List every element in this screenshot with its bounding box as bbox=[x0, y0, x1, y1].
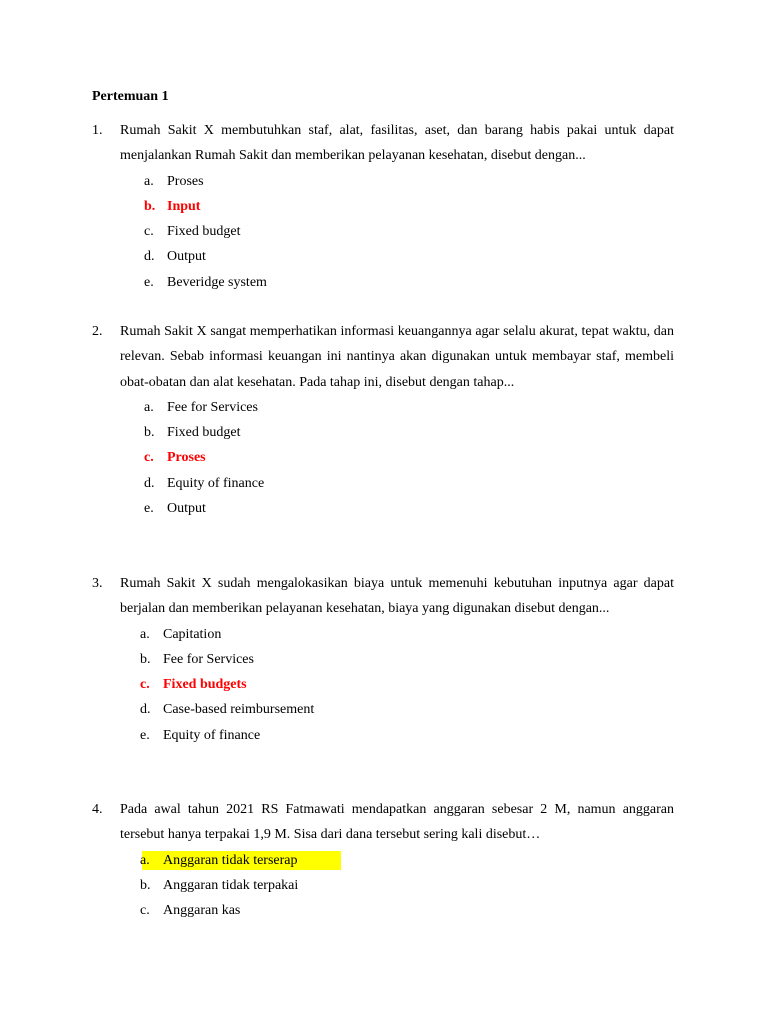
question-2 bbox=[92, 319, 674, 521]
option-letter: a. bbox=[140, 626, 150, 642]
option-text: Anggaran kas bbox=[163, 903, 241, 919]
option-a bbox=[92, 622, 674, 647]
option-letter: d. bbox=[144, 475, 155, 491]
option-text: Beveridge system bbox=[167, 274, 267, 290]
option-a-highlighted bbox=[92, 848, 674, 873]
option-text: Proses bbox=[167, 450, 206, 466]
option-letter: a. bbox=[140, 852, 150, 868]
option-c bbox=[92, 898, 674, 923]
option-letter: c. bbox=[140, 677, 150, 693]
option-letter: d. bbox=[140, 702, 151, 718]
option-letter: a. bbox=[144, 399, 154, 415]
option-c bbox=[92, 219, 674, 244]
option-letter: b. bbox=[140, 877, 151, 893]
option-text: Fixed budget bbox=[167, 425, 241, 441]
options-list bbox=[92, 848, 674, 924]
option-c-correct-answer bbox=[92, 672, 674, 697]
option-text: Fee for Services bbox=[167, 399, 258, 415]
option-text: Output bbox=[167, 249, 206, 265]
question-text: Rumah Sakit X sudah mengalokasikan biaya untuk memenuhi kebutuhan inputnya agar dapat berjalan dan memberikan pelayanan kesehatan, biaya yang digunakan disebut dengan... bbox=[120, 576, 674, 617]
option-text: Proses bbox=[167, 173, 204, 189]
option-d bbox=[92, 697, 674, 722]
option-letter: b. bbox=[140, 651, 151, 667]
option-text: Equity of finance bbox=[163, 727, 261, 743]
option-text: Fixed budget bbox=[167, 224, 241, 240]
option-text: Output bbox=[167, 501, 206, 517]
option-b bbox=[92, 647, 674, 672]
option-text: Fixed budgets bbox=[163, 677, 247, 693]
option-b bbox=[92, 420, 674, 445]
option-letter: e. bbox=[140, 727, 150, 743]
question-3 bbox=[92, 571, 674, 748]
question-number: 2. bbox=[92, 324, 103, 339]
option-letter: e. bbox=[144, 274, 154, 290]
question-number: 3. bbox=[92, 576, 103, 591]
option-a bbox=[92, 169, 674, 194]
question-1 bbox=[92, 118, 674, 295]
option-letter: b. bbox=[144, 425, 155, 441]
option-text: Input bbox=[167, 198, 201, 214]
question-number: 4. bbox=[92, 802, 103, 817]
option-a bbox=[92, 395, 674, 420]
option-text: Anggaran tidak terserap bbox=[163, 852, 298, 868]
option-text: Anggaran tidak terpakai bbox=[163, 877, 299, 893]
question-4 bbox=[92, 797, 674, 923]
option-b-correct-answer bbox=[92, 194, 674, 219]
option-text: Fee for Services bbox=[163, 651, 254, 667]
option-e bbox=[92, 270, 674, 295]
options-list bbox=[92, 169, 674, 295]
option-d bbox=[92, 471, 674, 496]
option-letter: c. bbox=[144, 224, 154, 240]
question-text: Rumah Sakit X membutuhkan staf, alat, fasilitas, aset, dan barang habis pakai untuk dapat menjalankan Rumah Sakit dan memberikan pelayanan kesehatan, disebut dengan... bbox=[120, 123, 674, 164]
option-e bbox=[92, 723, 674, 748]
question-text: Pada awal tahun 2021 RS Fatmawati mendapatkan anggaran sebesar 2 M, namun anggaran tersebut hanya terpakai 1,9 M. Sisa dari dana tersebut sering kali disebut… bbox=[120, 802, 674, 843]
option-text: Equity of finance bbox=[167, 475, 265, 491]
option-letter: d. bbox=[144, 249, 155, 265]
option-letter: a. bbox=[144, 173, 154, 189]
option-text: Capitation bbox=[163, 626, 222, 642]
question-text: Rumah Sakit X sangat memperhatikan informasi keuangannya agar selalu akurat, tepat waktu, dan relevan. Sebab informasi keuangan ini nantinya akan digunakan untuk membayar staf, membeli obat-obatan dan alat kesehatan. Pada tahap ini, disebut dengan tahap... bbox=[120, 324, 674, 390]
options-list bbox=[92, 395, 674, 521]
option-e bbox=[92, 496, 674, 521]
option-letter: c. bbox=[140, 903, 150, 919]
option-letter: c. bbox=[144, 450, 154, 466]
option-letter: b. bbox=[144, 198, 156, 214]
question-number: 1. bbox=[92, 123, 103, 138]
page-title: Pertemuan 1 bbox=[92, 89, 169, 104]
option-b bbox=[92, 873, 674, 898]
option-letter: e. bbox=[144, 501, 154, 517]
option-d bbox=[92, 244, 674, 269]
options-list bbox=[92, 622, 674, 748]
option-text: Case-based reimbursement bbox=[163, 702, 315, 718]
option-c-correct-answer bbox=[92, 445, 674, 470]
